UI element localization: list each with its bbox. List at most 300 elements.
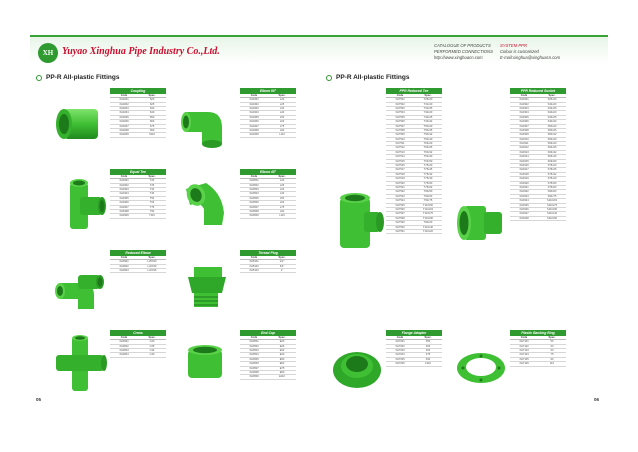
code-cell: XH0405 [249,115,259,119]
code-cell: XH0203 [119,106,129,110]
reduced-elbow-image [52,261,108,313]
code-cell: XH0509 [249,375,259,379]
catalogue-value: SYSTEM PPR [500,43,527,48]
right-section-title [326,74,409,81]
code-cell: XH7529 [395,221,405,225]
table-backing-ring [510,330,566,367]
code-cell: XH7528 [395,216,405,220]
code-cell: XH7101 [519,340,529,344]
spec-cell: C20 [149,340,155,344]
column-header-spec: Spec. [278,175,286,178]
table-end-cap [240,330,296,380]
spec-cell: T32x25 [423,106,433,110]
spec-cell: S50 [149,115,155,119]
spec-cell: S63x25 [547,146,557,150]
code-cell: XH7530 [395,225,405,229]
code-cell: XH0303 [519,106,529,110]
spec-cell: 3/4" [279,264,285,268]
column-header-spec: Spec. [148,336,156,339]
spec-cell: T63 [149,201,155,205]
spec-cell: T25 [149,183,155,187]
spec-cell: S75x20 [547,164,557,168]
spec-cell: E110 [279,375,285,379]
code-cell: XH7104 [519,353,529,357]
code-cell: XH0504 [249,192,259,196]
table-title: Elbow 90° [240,88,296,94]
code-cell: XH7003 [395,348,405,352]
spec-cell: E25 [279,344,285,348]
spec-cell: T90x75 [423,199,433,203]
spec-cell: S75x40 [547,177,557,181]
spec-cell: F90 [425,357,431,361]
column-header-code: Code [250,336,258,339]
code-cell: XH0301 [119,179,129,183]
catalogue-info [434,43,560,62]
code-cell: XH7106 [519,362,529,366]
spec-cell: C25 [149,344,155,348]
spec-cell: S90 [149,128,155,132]
code-cell: XH0317 [519,168,529,172]
spec-cell: T63x20 [423,142,433,146]
spec-cell: S110x63 [546,199,558,203]
code-cell: XH0902 [119,264,129,268]
table-row [110,214,166,218]
catalogue-label: CATALOGUE OF PRODUCTS [434,43,491,48]
code-cell: XH7504 [395,111,405,115]
code-cell: XH5103 [249,268,259,272]
company-logo: XH [38,43,58,63]
reduced-tee-image [330,190,384,254]
table-row [240,133,296,137]
table-reduced-socket [510,88,566,221]
table-title: Elbow 45° [240,169,296,175]
spec-cell: T75x25 [423,168,433,172]
elbow-45-image [180,179,230,231]
code-cell: XH0401 [249,98,259,102]
column-header-spec: Spec. [278,336,286,339]
code-cell: XH5101 [249,260,259,264]
spec-cell: T75x63 [423,186,433,189]
table-title: PPR Reduced Tee [386,88,442,94]
spec-cell: E32 [279,348,285,352]
column-header-spec: Spec. [148,94,156,97]
code-cell: XH7513 [395,150,405,154]
spec-cell: S110x50 [546,216,558,220]
spec-cell: E40 [279,353,285,357]
spec-cell: L75 [279,124,285,128]
spec-cell: T50x40 [423,137,433,141]
table-row [386,362,442,366]
spec-cell: T110x63 [423,207,433,211]
code-cell: XH0306 [519,120,529,124]
equal-tee-image [56,177,106,235]
code-cell: XH0507 [249,366,259,370]
code-cell: XH0601 [119,340,129,344]
spec-cell: L63 [279,201,285,205]
table-title: Flange Adapter [386,330,442,336]
code-cell: XH0328 [519,216,529,220]
code-cell: XH0325 [519,203,529,207]
code-cell: XH0506 [249,362,259,366]
code-cell: XH7515 [395,159,405,163]
spec-cell: F75 [425,353,431,357]
code-cell: XH0310 [519,137,529,141]
spec-cell: 63 [550,348,554,352]
code-cell: XH7002 [395,344,405,348]
company-name: Yuyao Xinghua Pipe Industry Co.,Ltd. [62,46,220,57]
spec-cell: S50x25 [547,128,557,132]
cross-image [52,335,108,393]
spec-cell: S32 [149,106,155,110]
code-cell: XH0315 [519,159,529,163]
code-cell: XH0302 [519,102,529,106]
code-cell: XH7507 [395,124,405,128]
spec-cell: T110x50 [423,203,433,207]
spec-cell: 75 [550,353,554,357]
code-cell: XH0323 [519,194,529,198]
spec-cell: T90x50 [423,190,433,194]
code-cell: XH0409 [249,133,259,137]
spec-cell: T90x20 [423,221,433,225]
spec-cell: T50x32 [423,133,433,137]
table-row [386,230,442,234]
code-cell: XH0308 [119,209,129,213]
spec-cell: S63x50 [547,159,557,163]
spec-cell: L32 [279,187,285,191]
code-cell: XH0207 [119,124,129,128]
header-band [30,35,608,64]
code-cell: XH0407 [249,124,259,128]
spec-cell: L32 [279,106,285,110]
spec-cell: S63 [149,120,155,124]
spec-cell: S63x32 [547,150,557,154]
column-header-spec: Spec. [548,94,556,97]
spec-cell: S50x32 [547,133,557,137]
code-cell: XH7523 [395,194,405,198]
spec-cell: S25x20 [547,98,557,102]
spec-cell: T63x40 [423,155,433,159]
code-cell: XH0901 [119,260,129,264]
code-cell: XH0321 [519,186,529,189]
spec-cell: S110x75 [546,203,558,207]
code-cell: XH0306 [119,201,129,205]
code-cell: XH0402 [249,102,259,106]
spec-cell: F63 [425,348,431,352]
code-cell: XH0301 [519,98,529,102]
column-header-code: Code [520,336,528,339]
spec-cell: T110x90 [423,216,433,220]
code-cell: XH0501 [249,340,259,344]
code-cell: XH0311 [519,142,529,146]
spec-cell: E50 [279,357,285,361]
column-header-spec: Spec. [278,256,286,259]
code-cell: XH0201 [119,98,129,102]
table-flange-adapter [386,330,442,367]
table-cross [110,330,166,358]
spec-cell: T75x20 [423,164,433,168]
spec-cell: T75 [149,205,155,209]
end-cap-image [180,340,230,384]
code-cell: XH7102 [519,344,529,348]
spec-cell: L110 [279,214,285,218]
code-cell: XH7512 [395,146,405,150]
code-cell: XH7524 [395,199,405,203]
code-cell: XH0603 [119,348,129,352]
spec-cell: T40x32 [423,120,433,124]
code-cell: XH5102 [249,264,259,268]
code-cell: XH0313 [519,150,529,154]
code-cell: XH0509 [249,214,259,218]
spec-cell: T63x25 [423,146,433,150]
spec-cell: S40 [149,111,155,115]
backing-ring-image [454,348,508,388]
spec-cell: T25x20 [423,98,433,102]
spec-cell: S90x75 [547,194,557,198]
spec-cell: S63x40 [547,155,557,159]
spec-cell: F50 [425,340,431,344]
spec-cell: S75x32 [547,172,557,176]
website[interactable]: http://www.xinghuacn.com [434,55,483,61]
code-cell: XH7525 [395,203,405,207]
code-cell: XH0303 [119,187,129,191]
column-header-code: Code [250,94,258,97]
spec-cell: E63 [279,362,285,366]
spec-cell: F63 [425,344,431,348]
code-cell: XH7103 [519,348,529,352]
code-cell: XH7514 [395,155,405,159]
column-header-spec: Spec. [548,336,556,339]
spec-cell: L40 [279,111,285,115]
table-reduced-elbow [110,250,166,273]
spec-cell: T32 [149,187,155,191]
spec-cell: T110 [149,214,155,218]
code-cell: XH7521 [395,186,405,189]
code-cell: XH0318 [519,172,529,176]
code-cell: XH7531 [395,229,405,233]
code-cell: XH0506 [249,201,259,205]
spec-cell: S20 [149,98,155,102]
spec-cell: 50 [550,340,554,344]
code-cell: XH7508 [395,128,405,132]
elbow-90-image [178,98,230,150]
spec-cell: S90x63 [547,190,557,194]
spec-cell: S32x25 [547,106,557,110]
spec-cell: L20 [279,179,285,183]
column-header-spec: Spec. [424,336,432,339]
spec-cell: T110x75 [423,212,433,216]
column-header-code: Code [396,94,404,97]
table-row [110,353,166,357]
table-title: Thread Plug [240,250,296,256]
spec-cell: T75x40 [423,177,433,181]
email[interactable]: E-mail:xinghua@xinghuacn.com [500,55,561,61]
spec-cell: T20 [149,179,155,183]
code-cell: XH0604 [119,353,129,357]
spec-cell: L50 [279,196,285,200]
spec-cell: S75x25 [547,168,557,172]
table-elbow-45 [240,169,296,219]
spec-cell: S75x63 [547,186,557,189]
code-cell: XH0322 [519,190,529,194]
code-cell: XH0209 [119,133,129,137]
spec-cell: E90 [279,370,285,374]
spec-cell: T40 [149,192,155,196]
code-cell: XH0508 [249,370,259,374]
table-row [110,133,166,137]
spec-cell: 1/2" [279,260,285,264]
code-cell: XH7006 [395,362,405,366]
spec-cell: L90 [279,209,285,213]
spec-cell: S75 [149,124,155,128]
code-cell: XH0309 [119,214,129,218]
right-page-number: 06 [594,397,600,402]
table-title: Plastic Backing Ring [510,330,566,336]
spec-cell: S110x90 [546,207,558,211]
column-header-spec: Spec. [148,256,156,259]
code-cell: XH0312 [519,146,529,150]
spec-cell: S40x20 [547,111,557,115]
table-title: Reduced Elbow [110,250,166,256]
table-coupling [110,88,166,138]
spec-cell: T50 [149,196,155,200]
catalogue-spread [30,35,608,409]
spec-cell: C40 [149,353,155,357]
spec-cell: T32x20 [423,102,433,106]
code-cell: XH7527 [395,212,405,216]
code-cell: XH7510 [395,137,405,141]
code-cell: XH7501 [395,98,405,102]
table-title: End Cap [240,330,296,336]
left-page-number: 05 [36,397,42,402]
spec-cell: S110 [149,133,155,137]
table-equal-tee [110,169,166,219]
flange-adapter-image [330,338,384,396]
code-cell: XH0403 [249,106,259,110]
code-cell: XH0508 [249,209,259,213]
column-header-code: Code [396,336,404,339]
spec-cell: T90 [149,209,155,213]
coupling-image [52,103,104,145]
spec-cell: E20 [279,340,285,344]
spec-cell: T90x63 [423,194,433,198]
code-cell: XH0304 [519,111,529,115]
spec-cell: S50x40 [547,137,557,141]
code-cell: XH7519 [395,177,405,181]
code-cell: XH0503 [249,187,259,191]
code-cell: XH0204 [119,111,129,115]
code-cell: XH0505 [249,196,259,200]
spec-cell: F110 [425,362,431,366]
column-header-code: Code [120,175,128,178]
code-cell: XH7506 [395,120,405,124]
code-cell: XH7502 [395,102,405,106]
table-reduced-tee [386,88,442,234]
code-cell: XH0202 [119,102,129,106]
code-cell: XH0307 [519,124,529,128]
column-header-spec: Spec. [148,175,156,178]
code-cell: XH0320 [519,181,529,185]
table-elbow-90 [240,88,296,138]
spec-cell: E75 [279,366,285,370]
spec-cell: T50x25 [423,128,433,132]
spec-cell: T50x20 [423,124,433,128]
code-cell: XH7522 [395,190,405,194]
spec-cell: T63x50 [423,159,433,163]
code-cell: XH7516 [395,164,405,168]
table-title: PPR Reduced Socket [510,88,566,94]
column-header-code: Code [520,94,528,97]
code-cell: XH0503 [249,348,259,352]
code-cell: XH0319 [519,177,529,181]
spec-cell: L40 [279,192,285,196]
code-cell: XH0507 [249,205,259,209]
reduced-socket-image [454,200,508,248]
code-cell: XH0309 [519,133,529,137]
column-header-code: Code [250,256,258,259]
code-cell: XH0502 [249,344,259,348]
table-row [510,217,566,221]
code-cell: XH0502 [249,183,259,187]
code-cell: XH7509 [395,133,405,137]
spec-cell: T40x25 [423,115,433,119]
code-cell: XH0501 [249,179,259,183]
table-row [240,375,296,379]
table-row [240,269,296,273]
code-cell: XH0304 [119,192,129,196]
code-cell: XH0314 [519,155,529,159]
spec-cell: S25 [149,102,155,106]
code-cell: XH0406 [249,120,259,124]
code-cell: XH0305 [119,196,129,200]
code-cell: XH7004 [395,353,405,357]
spec-cell: 63 [550,344,554,348]
code-cell: XH0326 [519,207,529,211]
spec-cell: L63 [279,120,285,124]
code-cell: XH7005 [395,357,405,361]
code-cell: XH7517 [395,168,405,172]
spec-cell: 110 [549,362,555,366]
section-bullet-icon [326,75,332,81]
code-cell: XH0316 [519,164,529,168]
code-cell: XH7511 [395,142,405,146]
code-cell: XH7518 [395,172,405,176]
column-header-code: Code [120,94,128,97]
left-section-title [36,74,119,81]
code-cell: XH0505 [249,357,259,361]
left-section-title-text: PP-R All-plastic Fittings [46,74,120,81]
code-cell: XH0206 [119,120,129,124]
code-cell: XH0903 [119,268,129,272]
code-cell: XH0404 [249,111,259,115]
spec-cell: 90 [550,357,554,361]
spec-cell: S32x20 [547,102,557,106]
table-row [240,214,296,218]
column-header-spec: Spec. [278,94,286,97]
spec-cell: L75 [279,205,285,209]
code-cell: XH7526 [395,207,405,211]
code-cell: XH7520 [395,181,405,185]
spec-cell: S63x20 [547,142,557,146]
spec-cell: L25 [279,183,285,187]
code-cell: XH0205 [119,115,129,119]
spec-cell: T40x20 [423,111,433,115]
column-header-code: Code [120,336,128,339]
code-cell: XH0302 [119,183,129,187]
spec-cell: C32 [149,348,155,352]
code-cell: XH0308 [519,128,529,132]
column-header-spec: Spec. [424,94,432,97]
code-cell: XH7001 [395,340,405,344]
